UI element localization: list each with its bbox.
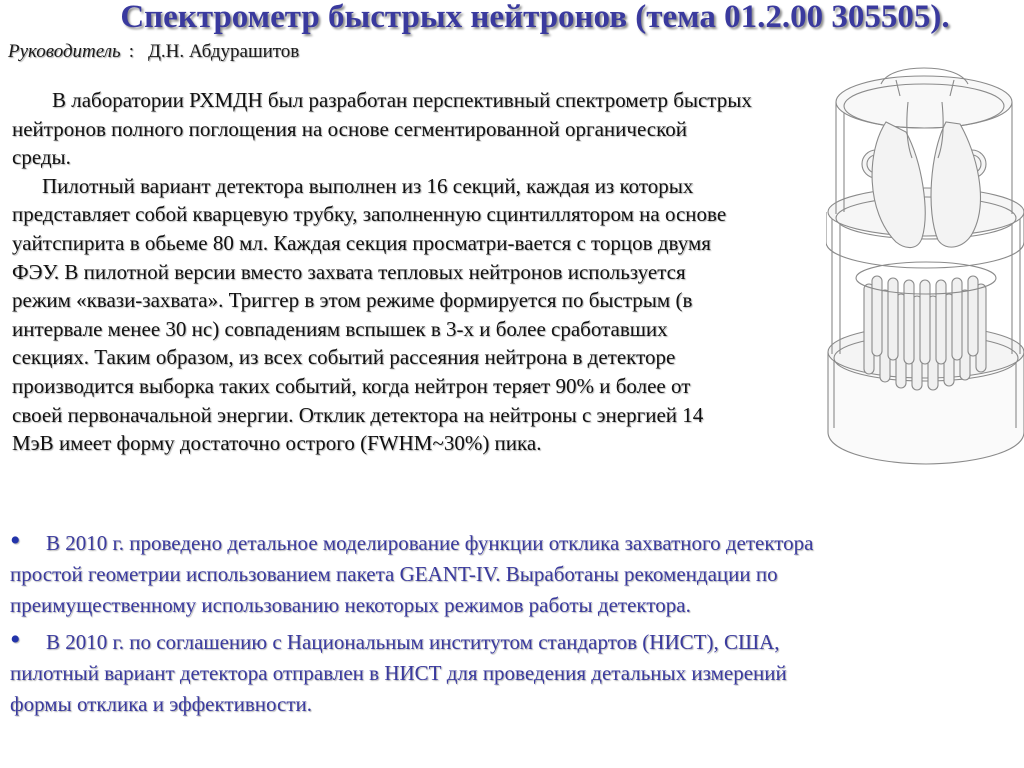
bullet-item [10,623,1010,720]
paragraph1-line: нейтронов полного поглощения на основе сегментированной органической [12,116,687,141]
paragraph2-line: ФЭУ. В пилотной версии вместо захвата тепловых нейтронов используется [12,259,686,284]
supervisor-name: Д.Н. Абдурашитов [147,41,300,62]
results-bullet-list [10,524,1010,726]
bullet-line: В 2010 г. проведено детальное моделирование функции отклика захватного детектора [46,531,814,555]
bullet-line: В 2010 г. по соглашению с Национальным институтом стандартов (НИСТ), США, [46,630,780,654]
bullet-dot-icon: • [10,623,21,656]
bullet-item [10,524,1010,621]
paragraph2-line: секциях. Таким образом, из всех событий рассеяния нейтрона в детекторе [12,345,676,370]
paragraph2-line: режим «квази-захвата». Триггер в этом режиме формируется по быстрым (в [12,288,693,313]
paragraph2-line: Пилотный вариант детектора выполнен из 16 секций, каждая из которых [42,173,694,198]
description-text [12,86,917,458]
paragraph1-line: В лаборатории РХМДН был разработан перспективный спектрометр быстрых [52,88,752,112]
paragraph2-line: представляет собой кварцевую трубку, заполненную сцинтиллятором на основе [12,202,727,227]
paragraph2-line: МэВ имеет форму достаточно острого (FWHM~30%) пика. [12,431,542,456]
supervisor-line [8,41,299,63]
bullet-line: преимущественному использованию некоторых режимов работы детектора. [10,593,691,617]
bullet-dot-icon: • [10,524,21,557]
paragraph1-line: среды. [12,145,71,170]
paragraph2-line: уайтспирита в обьеме 80 мл. Каждая секция просматри-вается с торцов двумя [12,230,711,255]
supervisor-role: Руководитель [8,41,121,62]
paragraph2-line: интервале менее 30 нс) совпадениям вспышек в 3-х и более сработавших [12,316,668,341]
slide-title: Спектрометр быстрых нейтронов (тема 01.2.00 305505). [120,0,950,35]
bullet-line: простой геометрии использованием пакета GEANT-IV. Выработаны рекомендации по [10,562,778,586]
paragraph2-line: своей первоначальной энергии. Отклик детектора на нейтроны с энергией 14 [12,402,704,427]
bullet-line: пилотный вариант детектора отправлен в НИСТ для проведения детальных измерений [10,661,787,685]
bullet-line: формы отклика и эффективности. [10,692,313,716]
supervisor-separator: : [128,41,134,62]
paragraph2-line: производится выборка таких событий, когда нейтрон теряет 90% и более от [12,373,691,398]
